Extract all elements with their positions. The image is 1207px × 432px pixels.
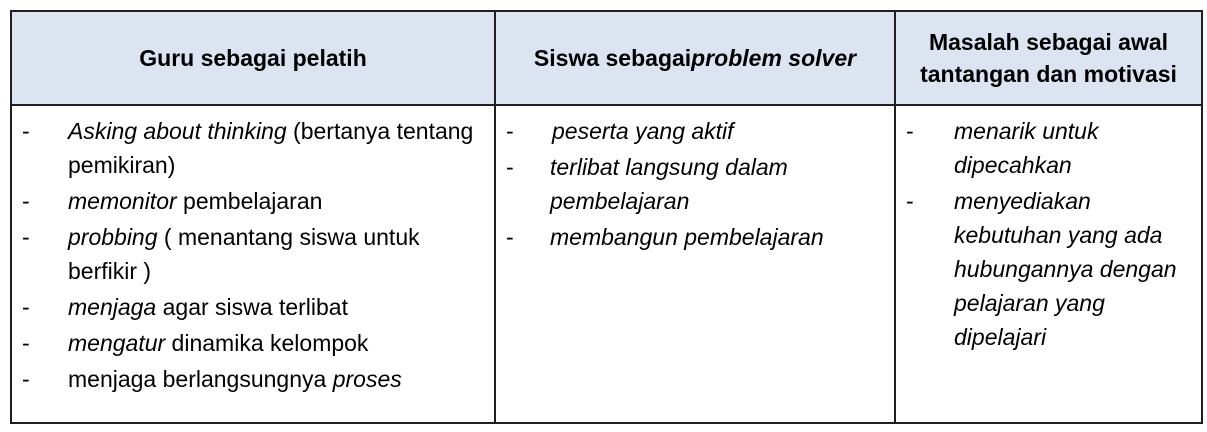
siswa-cell [495, 105, 895, 423]
list-item [12, 184, 494, 218]
list-item [896, 184, 1201, 354]
header-row [11, 11, 1202, 105]
bullet-dash: - [22, 188, 30, 214]
item-italic: membangun pembelajaran [550, 224, 824, 250]
item-italic: proses [332, 366, 402, 392]
guru-cell [11, 105, 495, 423]
bullet-dash: - [22, 118, 30, 144]
item-italic: menyediakan kebutuhan yang ada hubungannya dengan pelajaran yang dipelajari [954, 188, 1177, 350]
item-italic: menjaga [68, 294, 157, 320]
header-masalah [895, 11, 1202, 105]
guru-list [12, 114, 494, 396]
item-text: ( menantang siswa untuk berfikir ) [68, 224, 420, 284]
bullet-dash: - [22, 366, 30, 392]
item-italic: menarik untuk dipecahkan [954, 118, 1099, 178]
roles-table [10, 10, 1203, 424]
siswa-list [496, 114, 894, 254]
item-italic: Asking about thinking [68, 118, 287, 144]
header-masalah-label: Masalah sebagai awal tantangan dan motivasi [920, 29, 1177, 87]
header-siswa-italic: problem solver [691, 45, 857, 71]
item-text: menjaga berlangsungnya [68, 366, 333, 392]
bullet-dash: - [906, 118, 914, 144]
item-italic: mengatur [68, 330, 166, 356]
list-item [12, 290, 494, 324]
list-item [496, 150, 894, 218]
bullet-dash: - [22, 294, 30, 320]
item-italic: terlibat langsung dalam pembelajaran [550, 154, 788, 214]
bullet-dash: - [22, 330, 30, 356]
header-siswa-prefix: Siswa sebagai [533, 45, 692, 71]
bullet-dash: - [906, 188, 914, 214]
bullet-dash: - [506, 154, 514, 180]
list-item [12, 362, 494, 396]
item-text: agar siswa terlibat [156, 294, 348, 320]
list-item [496, 114, 894, 148]
header-guru-label: Guru sebagai pelatih [139, 45, 367, 71]
list-item [12, 220, 494, 288]
header-siswa [495, 11, 895, 105]
bullet-dash: - [22, 224, 30, 250]
content-row [11, 105, 1202, 423]
bullet-dash: - [506, 224, 514, 250]
masalah-list [896, 114, 1201, 354]
list-item [12, 114, 494, 182]
item-italic: peserta yang aktif [552, 118, 734, 144]
list-item [12, 326, 494, 360]
item-text: (bertanya tentang pemikiran) [68, 118, 474, 178]
bullet-dash: - [506, 118, 514, 144]
item-text: pembelajaran [176, 188, 323, 214]
list-item [896, 114, 1201, 182]
list-item [496, 220, 894, 254]
item-italic: memonitor [68, 188, 177, 214]
header-guru [11, 11, 495, 105]
item-italic: probbing [68, 224, 158, 250]
masalah-cell [895, 105, 1202, 423]
item-text: dinamika kelompok [165, 330, 369, 356]
